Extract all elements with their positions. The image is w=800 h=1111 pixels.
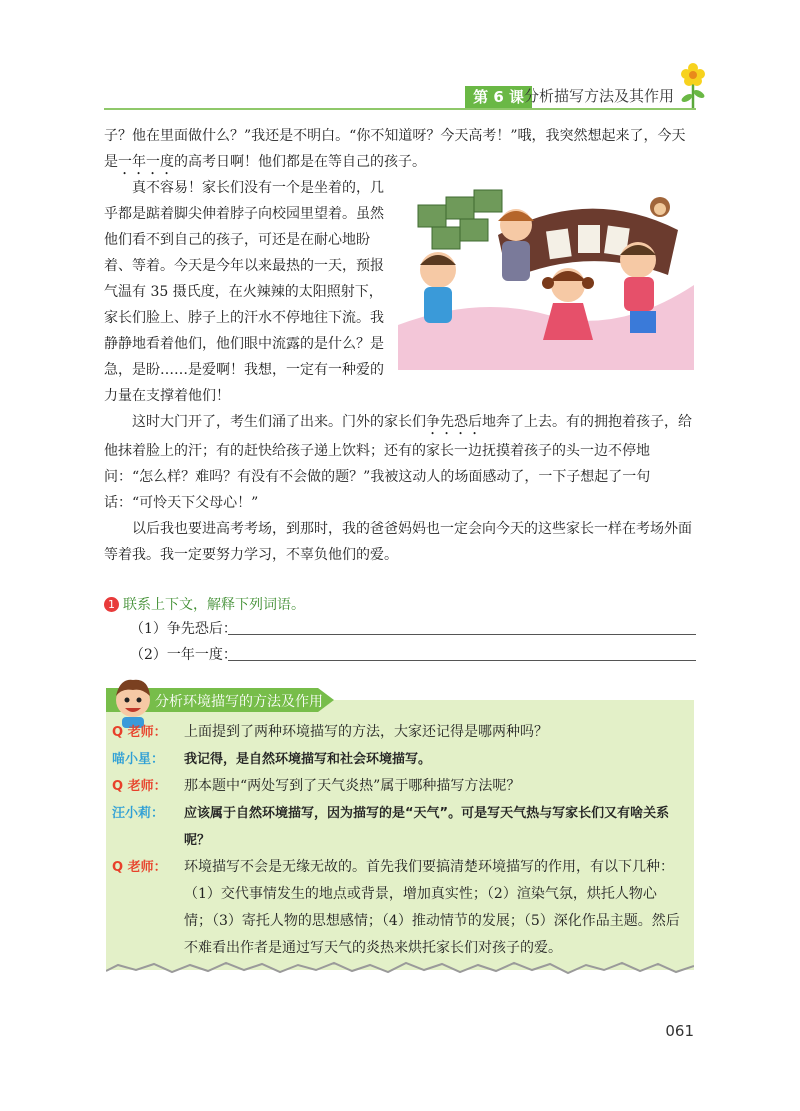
paragraph bbox=[104, 409, 696, 516]
dialogue-text: 应该属于自然环境描写，因为描写的是“天气”。可是写天气热与写家长们又有啥关系呢？ bbox=[184, 806, 670, 848]
answer-label: （2）一年一度： bbox=[130, 647, 237, 663]
dialogue-line bbox=[112, 800, 682, 854]
passage-bottom bbox=[104, 409, 696, 568]
answer-row bbox=[130, 618, 696, 640]
text-span: 这时大门开了，考生们涌了出来。门外的家长们 bbox=[132, 414, 426, 430]
speaker-label: Q 老师： bbox=[112, 725, 167, 740]
paragraph: 真不容易！家长们没有一个是坐着的，几乎都是踮着脚尖伸着脖子向校园里望着。虽然他们看不到自己的孩子，可还是在耐心地盼着、等着。今天是今年以来最热的一天，预报气温有 35 摄氏度，在火辣辣的太阳照射下，家长们脸上、脖子上的汗水不停地往下流。我静静地看着他们，他们眼中流露的是什么？是急，是盼……是爱啊！我想，一定有一种爱的力量在支撑着他们！ bbox=[104, 180, 384, 404]
header-rule bbox=[104, 108, 696, 110]
dialogue-line bbox=[112, 773, 682, 800]
question-text: 联系上下文，解释下列词语。 bbox=[123, 597, 305, 613]
question-number: 1 bbox=[104, 597, 119, 612]
lesson-title: 分析描写方法及其作用 bbox=[523, 87, 674, 105]
page-number: 061 bbox=[665, 1022, 694, 1040]
speaker-label: Q 老师： bbox=[112, 860, 167, 875]
speaker-label: 汪小莉： bbox=[112, 806, 165, 821]
passage-side-paragraph bbox=[104, 175, 394, 409]
dialogue-text: 上面提到了两种环境描写的方法，大家还记得是哪两种吗？ bbox=[184, 724, 548, 740]
paragraph: 以后我也要进高考考场，到那时，我的爸爸妈妈也一定会向今天的这些家长一样在考场外面等着我。我一定要努力学习，不辜负他们的爱。 bbox=[104, 521, 692, 563]
dialogue-line bbox=[112, 746, 682, 773]
tip-box-title: 分析环境描写的方法及作用 bbox=[155, 694, 323, 710]
torn-edge bbox=[106, 958, 694, 978]
dialogue-text: 我记得，是自然环境描写和社会环境描写。 bbox=[184, 752, 432, 767]
answer-line[interactable] bbox=[228, 660, 696, 661]
dialogue-text: 环境描写不会是无缘无故的。首先我们要搞清楚环境描写的作用，有以下几种：（1）交代事情发生的地点或背景，增加真实性；（2）渲染气氛，烘托人物心情；（3）寄托人物的思想感情；（4）推动情节的发展；（5）深化作品主题。然后不难看出作者是通过写天气的炎热来烘托家长们对孩子的爱。 bbox=[184, 859, 680, 956]
question-title bbox=[104, 594, 305, 614]
text-span: 地奔了上去。有的拥抱着孩子，给他抹着脸上的汗；有的赶快给孩子递上饮料；还有的家长一边抚摸着孩子的头一边不停地问：“怎么样？难吗？有没有不会做的题？”我被这动人的场面感动了，一下子想起了一句话：“可怜天下父母心！” bbox=[104, 414, 692, 511]
lesson-tag: 第 6 课 bbox=[465, 86, 532, 108]
flower-icon bbox=[678, 60, 708, 110]
dotted-term: 一年一度 bbox=[118, 154, 174, 170]
text-span: 的高考日啊！他们都是在等自己的孩子。 bbox=[174, 154, 426, 170]
text-span: 是 bbox=[104, 154, 118, 170]
page-header bbox=[104, 80, 696, 110]
passage-line: 子？他在里面做什么？”我还是不明白。“你不知道呀？今天高考！”哦，我突然想起来了，今天 bbox=[104, 128, 686, 144]
speaker-label: 喵小星： bbox=[112, 752, 165, 767]
answer-row bbox=[130, 644, 696, 666]
passage-line bbox=[104, 149, 696, 178]
dialogue-line bbox=[112, 719, 682, 746]
speaker-label: Q 老师： bbox=[112, 779, 167, 794]
answer-line[interactable] bbox=[228, 634, 696, 635]
passage-top bbox=[104, 123, 696, 178]
dialogue-line bbox=[112, 854, 682, 962]
cartoon-illustration bbox=[398, 175, 694, 370]
answer-label: （1）争先恐后： bbox=[130, 621, 237, 637]
dialogue-text: 那本题中“两处写到了天气炎热”属于哪种描写方法呢？ bbox=[184, 778, 521, 794]
dotted-term: 争先恐后 bbox=[426, 414, 482, 430]
